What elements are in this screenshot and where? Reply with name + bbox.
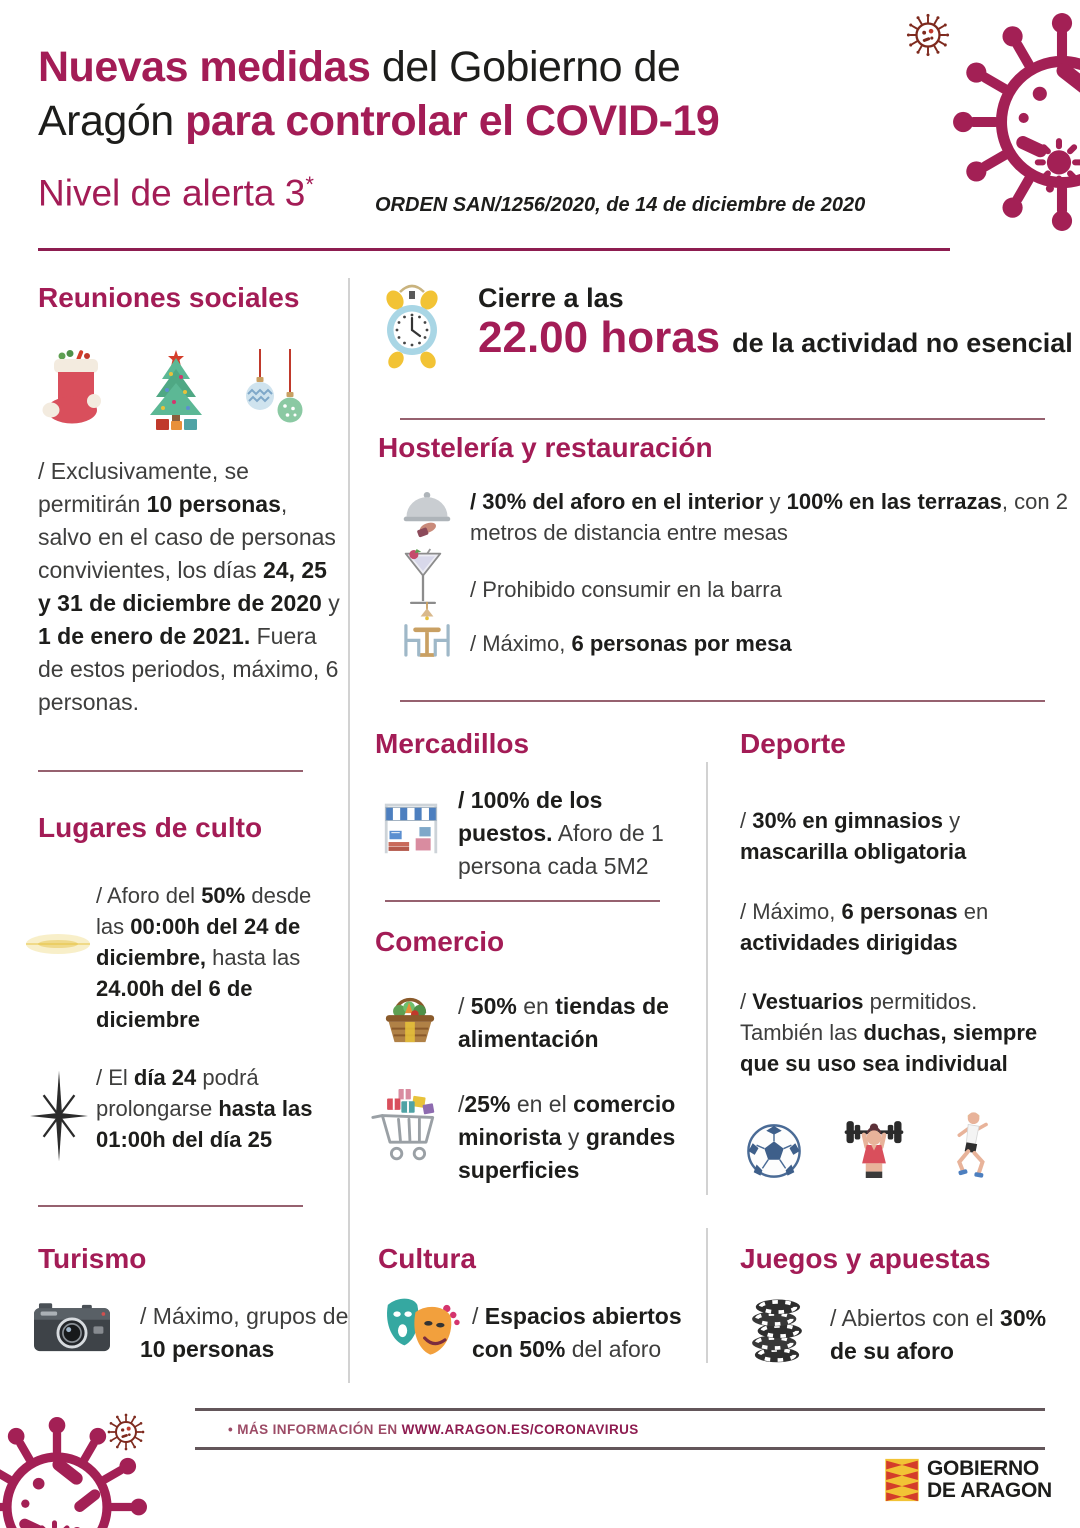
header-rule: [38, 248, 950, 251]
logo-line-1: GOBIERNO: [927, 1457, 1039, 1480]
bullet: •: [228, 1422, 234, 1437]
table-chairs-icon: [396, 600, 458, 666]
deporte-item-2: / Máximo, 6 personas en actividades dirigidas: [740, 899, 989, 955]
hosteleria-item-1: / 30% del aforo en el interior y 100% en las terrazas, con 2 metros de distancia entre mesas: [470, 489, 1068, 545]
food-basket-icon: [380, 988, 440, 1046]
comercio-item-1: / 50% en tiendas de alimentación: [458, 993, 669, 1052]
hosteleria-item-3: / Máximo, 6 personas por mesa: [470, 631, 792, 656]
weightlifter-icon: [841, 1110, 907, 1180]
runner-icon: [945, 1110, 995, 1180]
deporte-item-1: / 30% en gimnasios y mascarilla obligatoria: [740, 808, 967, 864]
footer-rule-top: [195, 1408, 1045, 1411]
section-title-deporte: Deporte: [740, 728, 846, 759]
aragon-flag-icon: [884, 1458, 920, 1502]
alert-level: Nivel de alerta 3*: [38, 172, 314, 214]
divider-line: [400, 700, 1045, 702]
section-title-mercadillos: Mercadillos: [375, 728, 530, 759]
comercio-item-2: /25% en el comercio minorista y grandes superficies: [458, 1091, 676, 1183]
coronavirus-illustration: [947, 7, 1080, 237]
deporte-item-3: / Vestuarios permitidos. También las duchas, siempre que su uso sea individual: [740, 989, 1038, 1076]
deporte-icons-row: [745, 1108, 995, 1180]
small-virus-icon-bottom: [106, 1412, 146, 1452]
culto-item-2: / El día 24 podrá prolongarse hasta las 01:00h del día 25: [96, 1065, 313, 1152]
star-icon: [30, 1068, 88, 1164]
order-reference: ORDEN SAN/1256/2020, de 14 de diciembre de 2020: [375, 194, 866, 216]
soccer-ball-icon: [745, 1122, 803, 1180]
title-highlight-1: Nuevas medidas: [38, 43, 371, 91]
candle-glow-icon: [20, 918, 96, 970]
section-title-juegos: Juegos y apuestas: [740, 1243, 991, 1274]
section-title-turismo: Turismo: [38, 1243, 147, 1274]
alarm-clock-icon: [380, 278, 444, 370]
alert-asterisk: *: [305, 172, 314, 197]
closure-time: 22.00 horas: [478, 313, 721, 362]
closure-suffix: de la actividad no esencial: [732, 328, 1073, 358]
christmas-tree-icon: [141, 349, 211, 437]
christmas-stocking-icon: [42, 349, 112, 437]
page-title: Nuevas medidas del Gobierno de Aragón para controlar el COVID-19: [38, 43, 720, 145]
culto-item-1: / Aforo del 50% desde las 00:00h del 24 de diciembre, hasta las 24.00h del 6 de diciembre: [96, 883, 312, 1032]
serving-cloche-icon: [400, 486, 454, 538]
divider-line: [38, 1205, 303, 1207]
footer-info: • MÁS INFORMACIÓN EN WWW.ARAGON.ES/CORONAVIRUS: [228, 1422, 639, 1437]
section-title-reuniones: Reuniones sociales: [38, 282, 300, 313]
ornaments-icon: [240, 349, 310, 437]
logo-line-2: DE ARAGON: [927, 1479, 1052, 1502]
reuniones-body: / Exclusivamente, se permitirán 10 personas, salvo en el caso de personas convivientes, los días 24, 25 y 31 de diciembre de 2020 y 1 de enero de 2021. Fuera de estos periodos, máximo, 6 personas.: [38, 458, 340, 715]
poker-chips-icon: [746, 1294, 808, 1366]
section-title-hosteleria: Hostelería y restauración: [378, 432, 713, 463]
closure-prefix: Cierre a las: [478, 283, 624, 313]
divider-line: [38, 770, 303, 772]
title-highlight-2: para controlar el COVID-19: [185, 97, 720, 145]
divider-line: [400, 418, 1045, 420]
column-divider: [348, 278, 350, 1383]
christmas-icons-row: [42, 335, 310, 437]
gobierno-aragon-logo: [884, 1458, 1052, 1502]
camera-icon: [34, 1300, 110, 1356]
turismo-item-1: / Máximo, grupos de 10 personas: [140, 1303, 349, 1362]
divider-line: [385, 900, 660, 902]
theater-masks-icon: [380, 1292, 462, 1362]
info-url: WWW.ARAGON.ES/CORONAVIRUS: [401, 1422, 639, 1437]
small-virus-icon: [905, 12, 951, 58]
shopping-cart-icon: [370, 1085, 446, 1167]
market-stall-icon: [382, 798, 440, 858]
section-title-cultura: Cultura: [378, 1243, 476, 1274]
section-title-comercio: Comercio: [375, 926, 505, 957]
mercadillos-item-1: / 100% de los puestos. Aforo de 1 persona cada 5M2: [458, 787, 664, 879]
hosteleria-item-2: / Prohibido consumir en la barra: [470, 577, 782, 602]
juegos-item-1: / Abiertos con el 30% de su aforo: [830, 1305, 1047, 1364]
footer-rule-bottom: [195, 1447, 1045, 1450]
section-title-culto: Lugares de culto: [38, 812, 263, 843]
column-divider: [706, 762, 708, 1195]
cultura-item-1: / Espacios abiertos con 50% del aforo: [472, 1303, 682, 1362]
